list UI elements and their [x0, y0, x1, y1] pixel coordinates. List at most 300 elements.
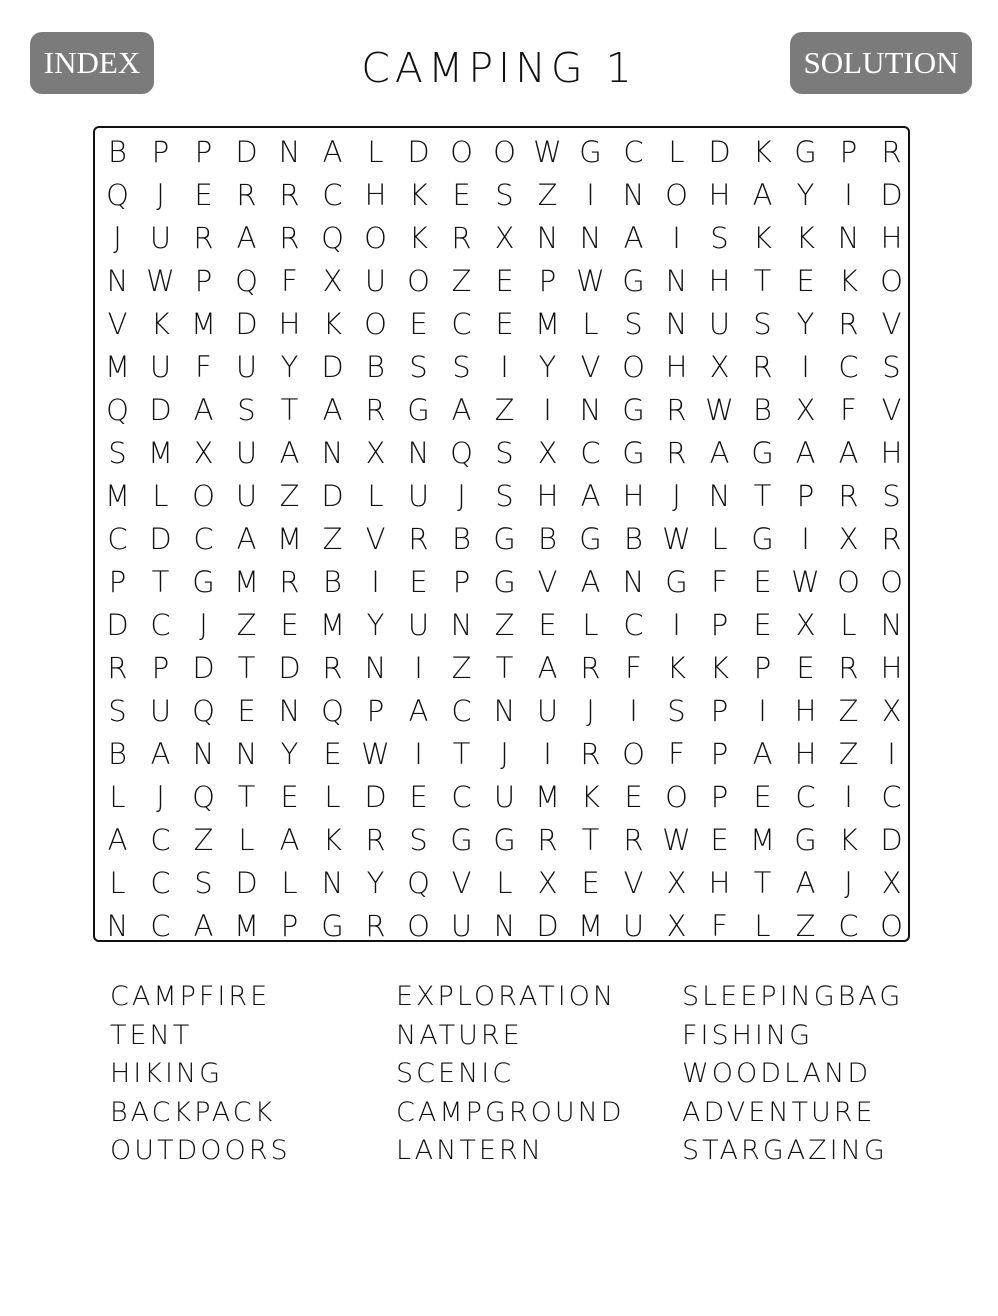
grid-letter[interactable]: H [536, 479, 559, 513]
grid-letter[interactable]: K [322, 307, 343, 341]
grid-letter[interactable]: P [710, 780, 729, 814]
grid-letter[interactable]: K [795, 221, 816, 255]
grid-letter[interactable]: D [321, 350, 344, 384]
grid-letter[interactable]: I [586, 178, 595, 212]
grid-letter[interactable]: W [533, 135, 562, 169]
grid-letter[interactable]: R [537, 823, 558, 857]
grid-letter[interactable]: H [708, 178, 731, 212]
grid-letter[interactable]: C [451, 780, 472, 814]
grid-letter[interactable]: L [496, 866, 513, 900]
grid-letter[interactable]: P [796, 479, 815, 513]
grid-letter[interactable]: B [108, 135, 127, 169]
grid-letter[interactable]: N [407, 436, 430, 470]
grid-letter[interactable]: R [365, 393, 386, 427]
grid-letter[interactable]: Q [106, 393, 129, 427]
grid-letter[interactable]: U [536, 694, 559, 728]
grid-letter[interactable]: V [365, 522, 386, 556]
grid-letter[interactable]: T [753, 264, 772, 298]
grid-letter[interactable]: S [882, 350, 901, 384]
grid-letter[interactable]: V [623, 866, 644, 900]
grid-letter[interactable]: E [538, 608, 557, 642]
grid-letter[interactable]: O [407, 264, 430, 298]
grid-letter[interactable]: F [195, 350, 212, 384]
grid-letter[interactable]: X [193, 436, 214, 470]
grid-letter[interactable]: G [665, 565, 688, 599]
grid-letter[interactable]: E [452, 178, 471, 212]
grid-letter[interactable]: A [752, 178, 773, 212]
grid-letter[interactable]: A [107, 823, 128, 857]
grid-letter[interactable]: I [801, 350, 810, 384]
grid-letter[interactable]: X [795, 608, 816, 642]
grid-letter[interactable]: V [537, 565, 558, 599]
grid-letter[interactable]: M [233, 565, 260, 599]
grid-letter[interactable]: X [881, 866, 902, 900]
grid-letter[interactable]: L [582, 307, 599, 341]
grid-letter[interactable]: A [580, 479, 601, 513]
grid-letter[interactable]: G [579, 135, 602, 169]
grid-letter[interactable]: J [156, 178, 165, 212]
grid-letter[interactable]: M [749, 823, 776, 857]
grid-letter[interactable]: E [280, 780, 299, 814]
grid-letter[interactable]: A [623, 221, 644, 255]
grid-letter[interactable]: C [623, 608, 644, 642]
grid-letter[interactable]: D [880, 823, 903, 857]
grid-letter[interactable]: U [493, 780, 516, 814]
grid-letter[interactable]: T [753, 479, 772, 513]
grid-letter[interactable]: O [622, 350, 645, 384]
grid-letter[interactable]: E [323, 737, 342, 771]
grid-letter[interactable]: P [151, 135, 170, 169]
grid-letter[interactable]: I [844, 178, 853, 212]
grid-letter[interactable]: E [581, 866, 600, 900]
grid-letter[interactable]: M [276, 522, 303, 556]
grid-letter[interactable]: D [364, 780, 387, 814]
grid-letter[interactable]: A [709, 436, 730, 470]
grid-letter[interactable]: M [233, 909, 260, 943]
grid-letter[interactable]: A [322, 135, 343, 169]
grid-letter[interactable]: Z [838, 737, 859, 771]
grid-letter[interactable]: P [839, 135, 858, 169]
grid-letter[interactable]: U [149, 694, 172, 728]
grid-letter[interactable]: A [408, 694, 429, 728]
grid-letter[interactable]: O [407, 909, 430, 943]
grid-letter[interactable]: O [450, 135, 473, 169]
grid-letter[interactable]: P [538, 264, 557, 298]
grid-letter[interactable]: E [753, 780, 772, 814]
grid-letter[interactable]: F [668, 737, 685, 771]
grid-letter[interactable]: G [622, 264, 645, 298]
grid-letter[interactable]: J [672, 479, 681, 513]
grid-letter[interactable]: O [493, 135, 516, 169]
grid-letter[interactable]: I [543, 737, 552, 771]
grid-letter[interactable]: U [149, 350, 172, 384]
grid-letter[interactable]: C [451, 307, 472, 341]
grid-letter[interactable]: L [840, 608, 857, 642]
grid-letter[interactable]: E [409, 565, 428, 599]
grid-letter[interactable]: N [665, 307, 688, 341]
grid-letter[interactable]: O [880, 909, 903, 943]
grid-letter[interactable]: B [753, 393, 772, 427]
grid-letter[interactable]: J [156, 780, 165, 814]
grid-letter[interactable]: N [579, 393, 602, 427]
grid-letter[interactable]: S [108, 694, 127, 728]
grid-letter[interactable]: G [622, 436, 645, 470]
grid-letter[interactable]: S [667, 694, 686, 728]
grid-letter[interactable]: N [235, 737, 258, 771]
grid-letter[interactable]: H [622, 479, 645, 513]
grid-letter[interactable]: W [662, 522, 691, 556]
grid-letter[interactable]: V [107, 307, 128, 341]
grid-letter[interactable]: Z [193, 823, 214, 857]
grid-letter[interactable]: U [235, 350, 258, 384]
grid-letter[interactable]: Q [106, 178, 129, 212]
grid-letter[interactable]: L [367, 479, 384, 513]
grid-letter[interactable]: X [666, 866, 687, 900]
grid-letter[interactable]: X [322, 264, 343, 298]
grid-letter[interactable]: X [537, 866, 558, 900]
grid-letter[interactable]: X [537, 436, 558, 470]
grid-letter[interactable]: S [624, 307, 643, 341]
grid-letter[interactable]: R [408, 522, 429, 556]
solution-button[interactable]: SOLUTION [790, 32, 972, 94]
grid-letter[interactable]: I [629, 694, 638, 728]
grid-letter[interactable]: L [109, 866, 126, 900]
grid-letter[interactable]: T [237, 651, 256, 685]
grid-letter[interactable]: G [450, 823, 473, 857]
grid-letter[interactable]: Z [838, 694, 859, 728]
grid-letter[interactable]: B [108, 737, 127, 771]
grid-letter[interactable]: B [452, 522, 471, 556]
grid-letter[interactable]: C [193, 522, 214, 556]
grid-letter[interactable]: N [622, 178, 645, 212]
grid-letter[interactable]: N [536, 221, 559, 255]
grid-letter[interactable]: L [238, 823, 255, 857]
grid-letter[interactable]: G [192, 565, 215, 599]
grid-letter[interactable]: R [451, 221, 472, 255]
grid-letter[interactable]: M [190, 307, 217, 341]
grid-letter[interactable]: N [364, 651, 387, 685]
grid-letter[interactable]: E [495, 307, 514, 341]
grid-letter[interactable]: Y [366, 866, 385, 900]
grid-letter[interactable]: R [365, 823, 386, 857]
grid-letter[interactable]: Z [494, 608, 515, 642]
grid-letter[interactable]: O [192, 479, 215, 513]
grid-letter[interactable]: K [150, 307, 171, 341]
grid-letter[interactable]: G [622, 393, 645, 427]
grid-letter[interactable]: B [624, 522, 643, 556]
grid-letter[interactable]: E [194, 178, 213, 212]
grid-letter[interactable]: G [794, 823, 817, 857]
grid-letter[interactable]: I [500, 350, 509, 384]
grid-letter[interactable]: I [758, 694, 767, 728]
grid-letter[interactable]: V [580, 350, 601, 384]
grid-letter[interactable]: P [710, 608, 729, 642]
grid-letter[interactable]: H [880, 221, 903, 255]
grid-letter[interactable]: S [495, 178, 514, 212]
grid-letter[interactable]: P [194, 264, 213, 298]
grid-letter[interactable]: U [235, 479, 258, 513]
grid-letter[interactable]: Y [538, 350, 557, 384]
grid-letter[interactable]: E [796, 651, 815, 685]
grid-letter[interactable]: C [795, 780, 816, 814]
grid-letter[interactable]: P [151, 651, 170, 685]
grid-letter[interactable]: H [794, 694, 817, 728]
grid-letter[interactable]: A [236, 522, 257, 556]
grid-letter[interactable]: U [450, 909, 473, 943]
grid-letter[interactable]: E [409, 780, 428, 814]
grid-letter[interactable]: A [537, 651, 558, 685]
grid-letter[interactable]: A [795, 866, 816, 900]
grid-letter[interactable]: J [500, 737, 509, 771]
grid-letter[interactable]: Y [366, 608, 385, 642]
grid-letter[interactable]: G [407, 393, 430, 427]
grid-letter[interactable]: Q [235, 264, 258, 298]
grid-letter[interactable]: N [106, 264, 129, 298]
grid-letter[interactable]: R [752, 350, 773, 384]
grid-letter[interactable]: W [662, 823, 691, 857]
grid-letter[interactable]: R [666, 436, 687, 470]
grid-letter[interactable]: W [576, 264, 605, 298]
grid-letter[interactable]: N [106, 909, 129, 943]
grid-letter[interactable]: B [323, 565, 342, 599]
grid-letter[interactable]: S [495, 436, 514, 470]
grid-letter[interactable]: Y [796, 178, 815, 212]
grid-letter[interactable]: P [753, 651, 772, 685]
grid-letter[interactable]: C [623, 135, 644, 169]
grid-letter[interactable]: H [708, 264, 731, 298]
grid-letter[interactable]: R [279, 565, 300, 599]
grid-letter[interactable]: U [149, 221, 172, 255]
grid-letter[interactable]: S [710, 221, 729, 255]
grid-letter[interactable]: T [495, 651, 514, 685]
grid-letter[interactable]: I [414, 737, 423, 771]
grid-letter[interactable]: Z [279, 479, 300, 513]
grid-letter[interactable]: A [322, 393, 343, 427]
grid-letter[interactable]: H [665, 350, 688, 384]
grid-letter[interactable]: F [711, 909, 728, 943]
grid-letter[interactable]: Z [537, 178, 558, 212]
grid-letter[interactable]: H [364, 178, 387, 212]
grid-letter[interactable]: I [672, 221, 681, 255]
grid-letter[interactable]: L [281, 866, 298, 900]
grid-letter[interactable]: R [881, 522, 902, 556]
grid-letter[interactable]: L [582, 608, 599, 642]
grid-letter[interactable]: Y [280, 737, 299, 771]
grid-letter[interactable]: R [107, 651, 128, 685]
grid-letter[interactable]: M [577, 909, 604, 943]
grid-letter[interactable]: P [194, 135, 213, 169]
grid-letter[interactable]: B [366, 350, 385, 384]
grid-letter[interactable]: E [796, 264, 815, 298]
grid-letter[interactable]: M [534, 780, 561, 814]
grid-letter[interactable]: O [622, 737, 645, 771]
grid-letter[interactable]: X [494, 221, 515, 255]
grid-letter[interactable]: U [708, 307, 731, 341]
grid-letter[interactable]: R [236, 178, 257, 212]
grid-letter[interactable]: I [414, 651, 423, 685]
grid-letter[interactable]: U [235, 436, 258, 470]
grid-letter[interactable]: K [838, 823, 859, 857]
grid-letter[interactable]: T [581, 823, 600, 857]
grid-letter[interactable]: I [887, 737, 896, 771]
grid-letter[interactable]: R [838, 651, 859, 685]
grid-letter[interactable]: S [409, 350, 428, 384]
grid-letter[interactable]: A [193, 393, 214, 427]
grid-letter[interactable]: K [408, 178, 429, 212]
grid-letter[interactable]: X [881, 694, 902, 728]
grid-letter[interactable]: B [538, 522, 557, 556]
grid-letter[interactable]: P [366, 694, 385, 728]
grid-letter[interactable]: G [794, 135, 817, 169]
grid-letter[interactable]: N [665, 264, 688, 298]
grid-letter[interactable]: R [881, 135, 902, 169]
grid-letter[interactable]: K [322, 823, 343, 857]
grid-letter[interactable]: L [668, 135, 685, 169]
grid-letter[interactable]: Q [407, 866, 430, 900]
grid-letter[interactable]: G [579, 522, 602, 556]
grid-letter[interactable]: E [624, 780, 643, 814]
grid-letter[interactable]: N [579, 221, 602, 255]
grid-letter[interactable]: G [321, 909, 344, 943]
grid-letter[interactable]: H [278, 307, 301, 341]
grid-letter[interactable]: Z [236, 608, 257, 642]
grid-letter[interactable]: R [322, 651, 343, 685]
grid-letter[interactable]: R [838, 479, 859, 513]
grid-letter[interactable]: O [364, 221, 387, 255]
grid-letter[interactable]: F [711, 565, 728, 599]
grid-letter[interactable]: T [452, 737, 471, 771]
grid-letter[interactable]: D [880, 178, 903, 212]
grid-letter[interactable]: D [536, 909, 559, 943]
grid-letter[interactable]: R [365, 909, 386, 943]
grid-letter[interactable]: D [708, 135, 731, 169]
grid-letter[interactable]: W [791, 565, 820, 599]
grid-letter[interactable]: C [838, 909, 859, 943]
grid-letter[interactable]: L [367, 135, 384, 169]
grid-letter[interactable]: V [881, 393, 902, 427]
grid-letter[interactable]: P [108, 565, 127, 599]
grid-letter[interactable]: C [150, 909, 171, 943]
grid-letter[interactable]: T [237, 780, 256, 814]
grid-letter[interactable]: V [881, 307, 902, 341]
grid-letter[interactable]: A [580, 565, 601, 599]
grid-letter[interactable]: U [364, 264, 387, 298]
grid-letter[interactable]: Z [322, 522, 343, 556]
grid-letter[interactable]: J [199, 608, 208, 642]
grid-letter[interactable]: A [838, 436, 859, 470]
grid-letter[interactable]: J [113, 221, 122, 255]
grid-letter[interactable]: G [751, 522, 774, 556]
grid-letter[interactable]: E [753, 608, 772, 642]
grid-letter[interactable]: N [837, 221, 860, 255]
grid-letter[interactable]: P [452, 565, 471, 599]
grid-letter[interactable]: K [666, 651, 687, 685]
grid-letter[interactable]: G [493, 522, 516, 556]
grid-letter[interactable]: C [580, 436, 601, 470]
grid-letter[interactable]: T [753, 866, 772, 900]
grid-letter[interactable]: E [753, 565, 772, 599]
grid-letter[interactable]: E [495, 264, 514, 298]
grid-letter[interactable]: W [361, 737, 390, 771]
grid-letter[interactable]: K [838, 264, 859, 298]
grid-letter[interactable]: U [407, 608, 430, 642]
grid-letter[interactable]: S [495, 479, 514, 513]
grid-letter[interactable]: N [880, 608, 903, 642]
grid-letter[interactable]: W [705, 393, 734, 427]
grid-letter[interactable]: J [457, 479, 466, 513]
grid-letter[interactable]: F [840, 393, 857, 427]
grid-letter[interactable]: C [107, 522, 128, 556]
grid-letter[interactable]: R [193, 221, 214, 255]
grid-letter[interactable]: C [451, 694, 472, 728]
grid-letter[interactable]: E [710, 823, 729, 857]
grid-letter[interactable]: Q [450, 436, 473, 470]
grid-letter[interactable]: X [709, 350, 730, 384]
grid-letter[interactable]: O [364, 307, 387, 341]
grid-letter[interactable]: N [192, 737, 215, 771]
grid-letter[interactable]: X [666, 909, 687, 943]
grid-letter[interactable]: M [104, 350, 131, 384]
grid-letter[interactable]: S [194, 866, 213, 900]
grid-letter[interactable]: P [710, 737, 729, 771]
grid-letter[interactable]: U [622, 909, 645, 943]
grid-letter[interactable]: S [882, 479, 901, 513]
grid-letter[interactable]: M [534, 307, 561, 341]
grid-letter[interactable]: D [321, 479, 344, 513]
grid-letter[interactable]: I [801, 522, 810, 556]
grid-letter[interactable]: N [321, 436, 344, 470]
grid-letter[interactable]: L [152, 479, 169, 513]
grid-letter[interactable]: I [844, 780, 853, 814]
grid-letter[interactable]: G [751, 436, 774, 470]
grid-letter[interactable]: O [665, 780, 688, 814]
grid-letter[interactable]: C [881, 780, 902, 814]
grid-letter[interactable]: A [451, 393, 472, 427]
grid-letter[interactable]: N [622, 565, 645, 599]
grid-letter[interactable]: I [543, 393, 552, 427]
grid-letter[interactable]: X [838, 522, 859, 556]
grid-letter[interactable]: A [795, 436, 816, 470]
grid-letter[interactable]: E [409, 307, 428, 341]
grid-letter[interactable]: K [709, 651, 730, 685]
grid-letter[interactable]: S [237, 393, 256, 427]
grid-letter[interactable]: N [450, 608, 473, 642]
grid-letter[interactable]: P [710, 694, 729, 728]
grid-letter[interactable]: R [580, 737, 601, 771]
grid-letter[interactable]: D [149, 393, 172, 427]
grid-letter[interactable]: A [752, 737, 773, 771]
grid-letter[interactable]: Q [192, 694, 215, 728]
grid-letter[interactable]: S [753, 307, 772, 341]
grid-letter[interactable]: R [279, 178, 300, 212]
grid-letter[interactable]: D [149, 522, 172, 556]
grid-letter[interactable]: R [623, 823, 644, 857]
grid-letter[interactable]: D [278, 651, 301, 685]
grid-letter[interactable]: S [108, 436, 127, 470]
grid-letter[interactable]: H [794, 737, 817, 771]
grid-letter[interactable]: H [880, 651, 903, 685]
grid-letter[interactable]: Q [192, 780, 215, 814]
grid-letter[interactable]: D [235, 866, 258, 900]
grid-letter[interactable]: T [280, 393, 299, 427]
grid-letter[interactable]: R [279, 221, 300, 255]
grid-letter[interactable]: Q [321, 694, 344, 728]
grid-letter[interactable]: E [237, 694, 256, 728]
grid-letter[interactable]: M [319, 608, 346, 642]
grid-letter[interactable]: S [452, 350, 471, 384]
grid-letter[interactable]: R [666, 393, 687, 427]
grid-letter[interactable]: N [321, 866, 344, 900]
